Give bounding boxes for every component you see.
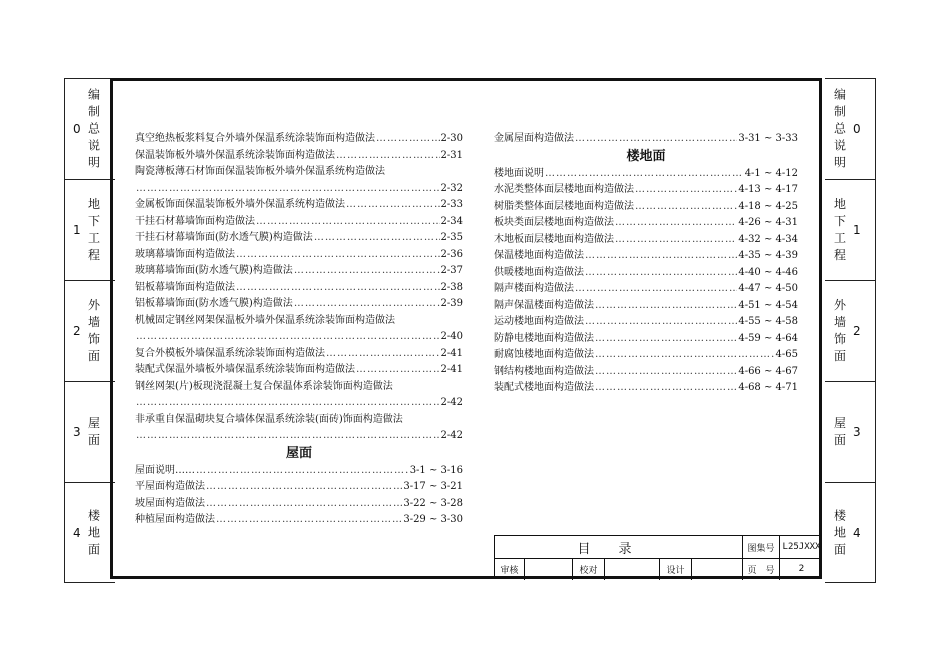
leader-dots <box>635 199 737 216</box>
toc-left-column <box>135 131 463 529</box>
toc-entry-continuation <box>135 181 463 198</box>
toc-entry-title: 干挂石材幕墙饰面构造做法 <box>135 215 255 227</box>
toc-entry-title: 供暖楼地面构造做法 <box>494 266 584 278</box>
check-signature-cell <box>605 558 660 580</box>
leader-dots <box>585 265 737 282</box>
leader-dots <box>236 247 440 264</box>
toc-entry[interactable] <box>494 265 798 282</box>
page-number: 2 <box>798 564 805 574</box>
title-block <box>494 535 822 579</box>
toc-entry[interactable] <box>135 247 463 264</box>
toc-entry-title: 陶瓷薄板薄石材饰面保温装饰板外墙外保温系统构造做法 <box>135 166 385 177</box>
leader-dots <box>615 215 737 232</box>
section-tab[interactable] <box>825 482 875 583</box>
leader-dots <box>196 463 409 480</box>
toc-entry-page: 4-40 ~ 4-46 <box>738 266 798 278</box>
toc-entry-page: 2-41 <box>440 364 463 375</box>
toc-entry-title: 玻璃幕墙饰面构造做法 <box>135 248 235 260</box>
leader-dots <box>216 512 402 529</box>
toc-entry-page: 4-18 ~ 4-25 <box>738 200 798 212</box>
toc-entry-page: 4-51 ~ 4-54 <box>738 299 798 311</box>
toc-entry-page: 3-29 ~ 3-30 <box>403 514 463 525</box>
toc-entry-page: 2-38 <box>440 281 463 293</box>
leader-dots <box>595 331 737 348</box>
section-tab[interactable] <box>825 381 875 482</box>
section-label: 楼地面 <box>87 508 100 556</box>
toc-entry[interactable] <box>494 232 798 249</box>
toc-entry-title: 坡屋面构造做法 <box>135 497 205 509</box>
section-number: 0 <box>853 122 861 136</box>
leader-dots <box>585 248 737 265</box>
toc-entry-page: 4-26 ~ 4-31 <box>738 217 798 228</box>
section-number: 4 <box>853 525 861 540</box>
title-cell <box>495 536 743 558</box>
toc-entry-title: 保温楼地面构造做法 <box>494 250 584 261</box>
section-label: 外墙饰面 <box>833 298 846 363</box>
toc-entry-page: 2-41 <box>440 347 463 359</box>
section-tab[interactable] <box>65 78 115 179</box>
leader-dots <box>575 131 737 148</box>
left-section-tabs <box>64 78 115 583</box>
toc-entry-title: 种植屋面构造做法 <box>135 514 215 525</box>
toc-entry-title: 树脂类整体面层楼地面构造做法 <box>494 200 634 212</box>
toc-entry[interactable] <box>135 197 463 214</box>
toc-entry-title: 玻璃幕墙饰面(防水透气膜)构造做法 <box>135 265 293 276</box>
toc-entry[interactable] <box>135 479 463 496</box>
section-label: 楼地面 <box>833 508 846 556</box>
toc-entry-title: 水泥类整体面层楼地面构造做法 <box>494 184 634 195</box>
section-number: 1 <box>853 223 861 237</box>
toc-entry-page: 4-13 ~ 4-17 <box>738 184 798 195</box>
toc-entry[interactable] <box>494 298 798 315</box>
toc-entry-page: 2-31 <box>440 149 463 161</box>
review-signature-cell <box>525 558 573 580</box>
design-signature-cell <box>692 558 743 580</box>
toc-entry[interactable] <box>135 164 463 181</box>
section-label: 屋面 <box>87 416 100 447</box>
toc-entry-page: 2-40 <box>440 331 463 342</box>
toc-entry[interactable] <box>135 463 463 480</box>
toc-entry[interactable] <box>135 512 463 529</box>
toc-entry[interactable] <box>494 380 798 397</box>
toc-entry[interactable] <box>494 215 798 232</box>
toc-entry-title: 保温装饰板外墙外保温系统涂装饰面构造做法 <box>135 149 335 161</box>
section-label: 编制总说明 <box>833 87 846 170</box>
review-label: 审核 <box>495 558 525 580</box>
toc-entry[interactable] <box>135 296 463 313</box>
toc-entry-title: 隔声楼面构造做法 <box>494 283 574 294</box>
section-label: 地下工程 <box>87 197 100 262</box>
leader-dots <box>545 166 744 183</box>
section-tab[interactable] <box>65 482 115 583</box>
toc-entry-title: 耐腐蚀楼地面构造做法 <box>494 349 594 360</box>
leader-dots <box>314 230 440 247</box>
toc-entry[interactable] <box>135 131 463 148</box>
toc-entry-page: 3-31 ~ 3-33 <box>738 133 798 144</box>
section-number: 2 <box>853 324 861 338</box>
leader-dots <box>206 496 402 513</box>
toc-entry-title: 干挂石材幕墙饰面(防水透气膜)构造做法 <box>135 232 313 243</box>
toc-entry-title: 铝板幕墙饰面构造做法 <box>135 281 235 293</box>
toc-entry-page: 4-32 ~ 4-34 <box>738 233 798 245</box>
toc-entry-page: 4-35 ~ 4-39 <box>738 250 798 261</box>
leader-dots <box>356 362 440 379</box>
toc-entry-page: 3-17 ~ 3-21 <box>403 481 463 492</box>
section-number: 3 <box>853 425 861 439</box>
leader-dots <box>615 232 737 249</box>
atlas-number: L25JXXX <box>782 542 821 552</box>
toc-entry-title: 运动楼地面构造做法 <box>494 316 584 327</box>
toc-entry[interactable] <box>135 412 463 429</box>
toc-entry[interactable] <box>494 166 798 183</box>
toc-entry[interactable] <box>135 148 463 165</box>
leader-dots <box>595 347 775 364</box>
section-tab[interactable] <box>825 78 875 179</box>
leader-dots <box>136 395 440 412</box>
toc-entry[interactable] <box>135 313 463 330</box>
catalog-title: 目录 <box>577 541 660 557</box>
toc-entry-title: 钢结构楼地面构造做法 <box>494 365 594 377</box>
toc-entry-title: 平屋面构造做法 <box>135 481 205 492</box>
toc-entry[interactable] <box>135 263 463 280</box>
leader-dots <box>595 380 737 397</box>
section-number: 4 <box>73 525 81 540</box>
toc-entry-page: 4-55 ~ 4-58 <box>738 316 798 327</box>
toc-entry-page: 2-42 <box>440 430 463 441</box>
leader-dots <box>294 296 440 313</box>
toc-entry-page: 2-42 <box>440 397 463 408</box>
toc-entry[interactable] <box>494 182 798 199</box>
toc-entry-title: 隔声保温楼面构造做法 <box>494 299 594 311</box>
toc-entry-title: 装配式保温外墙板外墙保温系统涂装饰面构造做法 <box>135 364 355 375</box>
leader-dots <box>136 181 440 198</box>
leader-dots <box>326 346 440 363</box>
toc-entry-page: 2-32 <box>440 182 463 194</box>
toc-right-column <box>494 131 798 397</box>
leader-dots <box>136 329 440 346</box>
right-section-tabs <box>825 78 876 583</box>
roof-section-heading: 屋面 <box>285 445 312 461</box>
toc-entry-title: 装配式楼地面构造做法 <box>494 382 594 393</box>
leader-dots <box>595 364 737 381</box>
section-label: 地下工程 <box>833 197 846 262</box>
leader-dots <box>294 263 440 280</box>
leader-dots <box>346 197 440 214</box>
toc-entry-title: 钢丝网架(片)板现浇混凝土复合保温体系涂装饰面构造做法 <box>135 380 393 392</box>
toc-entry-title: 木地板面层楼地面构造做法 <box>494 233 614 245</box>
toc-entry[interactable] <box>494 347 798 364</box>
leader-dots <box>376 131 440 148</box>
leader-dots <box>635 182 737 199</box>
toc-entry-page: 2-36 <box>440 248 463 260</box>
toc-entry[interactable] <box>494 364 798 381</box>
toc-entry[interactable] <box>494 314 798 331</box>
section-number: 2 <box>73 324 81 338</box>
toc-entry-title: 金属板饰面保温装饰板外墙外保温系统构造做法 <box>135 199 345 210</box>
section-tab[interactable] <box>65 179 115 280</box>
toc-entry[interactable] <box>494 131 798 148</box>
toc-entry[interactable] <box>135 379 463 396</box>
leader-dots <box>595 298 737 315</box>
toc-entry-title: 板块类面层楼地面构造做法 <box>494 217 614 228</box>
toc-entry[interactable] <box>135 214 463 231</box>
toc-entry[interactable] <box>135 280 463 297</box>
toc-entry[interactable] <box>135 230 463 247</box>
section-label: 外墙饰面 <box>87 298 100 363</box>
toc-entry[interactable] <box>494 331 798 348</box>
toc-entry-page: 4-65 <box>775 349 798 360</box>
toc-entry[interactable] <box>494 199 798 216</box>
leader-dots <box>236 280 440 297</box>
toc-entry-title: 屋面说明…… <box>135 464 195 476</box>
section-tab[interactable] <box>825 280 875 381</box>
section-label: 编制总说明 <box>87 87 100 170</box>
floor-section-heading: 楼地面 <box>626 148 666 164</box>
toc-entry-page: 2-34 <box>440 215 463 227</box>
toc-entry-page: 3-22 ~ 3-28 <box>403 497 463 509</box>
leader-dots <box>136 428 440 445</box>
toc-entry-title: 金属屋面构造做法 <box>494 133 574 144</box>
section-tab[interactable] <box>65 381 115 482</box>
toc-entry-page: 4-68 ~ 4-71 <box>738 382 798 393</box>
leader-dots <box>575 281 737 298</box>
design-label: 设计 <box>660 558 692 580</box>
toc-entry-continuation <box>135 395 463 412</box>
leader-dots <box>206 479 402 496</box>
leader-dots <box>336 148 440 165</box>
toc-entry-continuation <box>135 428 463 445</box>
section-label: 屋面 <box>833 416 846 447</box>
toc-entry[interactable] <box>494 248 798 265</box>
toc-entry-page: 4-59 ~ 4-64 <box>738 332 798 344</box>
atlas-label: 图集号 <box>743 536 780 558</box>
toc-entry-page: 2-30 <box>440 133 463 144</box>
toc-entry-page: 2-35 <box>440 232 463 243</box>
toc-entry-title: 复合外模板外墙保温系统涂装饰面构造做法 <box>135 347 325 359</box>
toc-entry-continuation <box>135 329 463 346</box>
leader-dots <box>256 214 440 231</box>
toc-entry[interactable] <box>494 281 798 298</box>
toc-entry-page: 4-47 ~ 4-50 <box>738 283 798 294</box>
check-label: 校对 <box>573 558 605 580</box>
toc-entry-page: 2-37 <box>440 265 463 276</box>
toc-entry-title: 防静电楼地面构造做法 <box>494 332 594 344</box>
section-tab[interactable] <box>65 280 115 381</box>
page-label: 页 号 <box>743 558 780 580</box>
toc-entry-title: 真空绝热板浆料复合外墙外保温系统涂装饰面构造做法 <box>135 133 375 144</box>
toc-entry-page: 4-66 ~ 4-67 <box>738 365 798 377</box>
toc-entry-page: 2-33 <box>440 199 463 210</box>
toc-entry-title: 机械固定钢丝网架保温板外墙外保温系统涂装饰面构造做法 <box>135 314 395 326</box>
toc-entry[interactable] <box>135 496 463 513</box>
section-number: 1 <box>73 223 81 237</box>
section-tab[interactable] <box>825 179 875 280</box>
section-number: 3 <box>73 425 81 439</box>
leader-dots <box>585 314 737 331</box>
toc-entry[interactable] <box>135 346 463 363</box>
toc-entry-page: 3-1 ~ 3-16 <box>409 464 463 476</box>
section-number: 0 <box>73 122 81 136</box>
toc-entry-title: 铝板幕墙饰面(防水透气膜)构造做法 <box>135 298 293 309</box>
toc-entry-page: 4-1 ~ 4-12 <box>744 167 798 179</box>
toc-entry-title: 非承重自保温砌块复合墙体保温系统涂装(面砖)饰面构造做法 <box>135 413 403 425</box>
toc-entry[interactable] <box>135 362 463 379</box>
toc-entry-page: 2-39 <box>440 298 463 309</box>
toc-entry-title: 楼地面说明 <box>494 167 544 179</box>
